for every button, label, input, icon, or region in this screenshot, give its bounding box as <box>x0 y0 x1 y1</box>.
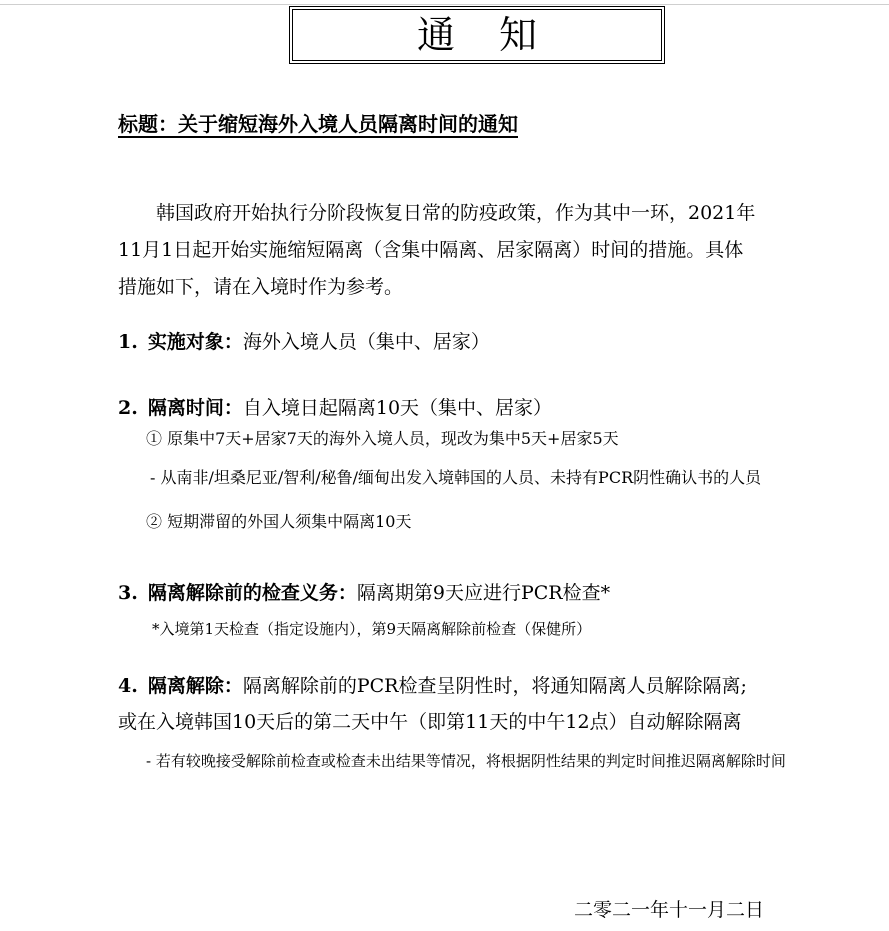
item-4 <box>118 671 747 701</box>
item-2-sub-3: ② 短期滞留的外国人须集中隔离10天 <box>146 512 412 531</box>
item-number: 3. <box>118 582 138 604</box>
item-number: 1. <box>118 331 138 353</box>
item-label: 隔离解除前的检查义务： <box>147 582 357 604</box>
item-4-line-2: 或在入境韩国10天后的第二天中午（即第11天的中午12点）自动解除隔离 <box>118 711 742 733</box>
item-text: 海外入境人员（集中、居家） <box>242 331 490 353</box>
intro-line: 11月1日起开始实施缩短隔离（含集中隔离、居家隔离）时间的措施。具体 <box>118 239 744 261</box>
notice-date: 二零二一年十一月二日 <box>574 899 765 921</box>
item-text: 隔离期第9天应进行PCR检查* <box>356 582 611 604</box>
notice-title-inner-box <box>292 9 662 61</box>
item-4-sub-1: - 若有较晚接受解除前检查或检查未出结果等情况，将根据阴性结果的判定时间推迟隔离解除时间 <box>146 752 786 770</box>
notice-title-box <box>289 6 665 64</box>
item-label: 隔离时间： <box>147 397 243 419</box>
subject-heading: 标题：关于缩短海外入境人员隔离时间的通知 <box>118 112 518 136</box>
item-text: 隔离解除前的PCR检查呈阴性时，将通知隔离人员解除隔离; <box>242 675 747 697</box>
intro-line: 韩国政府开始执行分阶段恢复日常的防疫政策，作为其中一环，2021年 <box>156 202 756 224</box>
item-3 <box>118 578 610 608</box>
intro-paragraph <box>118 198 818 309</box>
item-text: 自入境日起隔离10天（集中、居家） <box>242 397 553 419</box>
item-label: 隔离解除： <box>147 675 243 697</box>
top-rule <box>0 4 889 5</box>
item-label: 实施对象： <box>147 331 243 353</box>
item-3-sub-1: *入境第1天检查（指定设施内），第9天隔离解除前检查（保健所） <box>152 620 592 638</box>
item-number: 2. <box>118 397 138 419</box>
intro-line: 措施如下，请在入境时作为参考。 <box>118 276 404 298</box>
item-number: 4. <box>118 675 138 697</box>
notice-title: 通知 <box>416 13 581 57</box>
item-2-sub-2: - 从南非/坦桑尼亚/智利/秘鲁/缅甸出发入境韩国的人员、未持有PCR阴性确认书的人员 <box>150 468 762 487</box>
item-2-sub-1: ① 原集中7天+居家7天的海外入境人员，现改为集中5天+居家5天 <box>146 429 619 448</box>
item-1 <box>118 327 490 357</box>
item-2 <box>118 393 552 423</box>
